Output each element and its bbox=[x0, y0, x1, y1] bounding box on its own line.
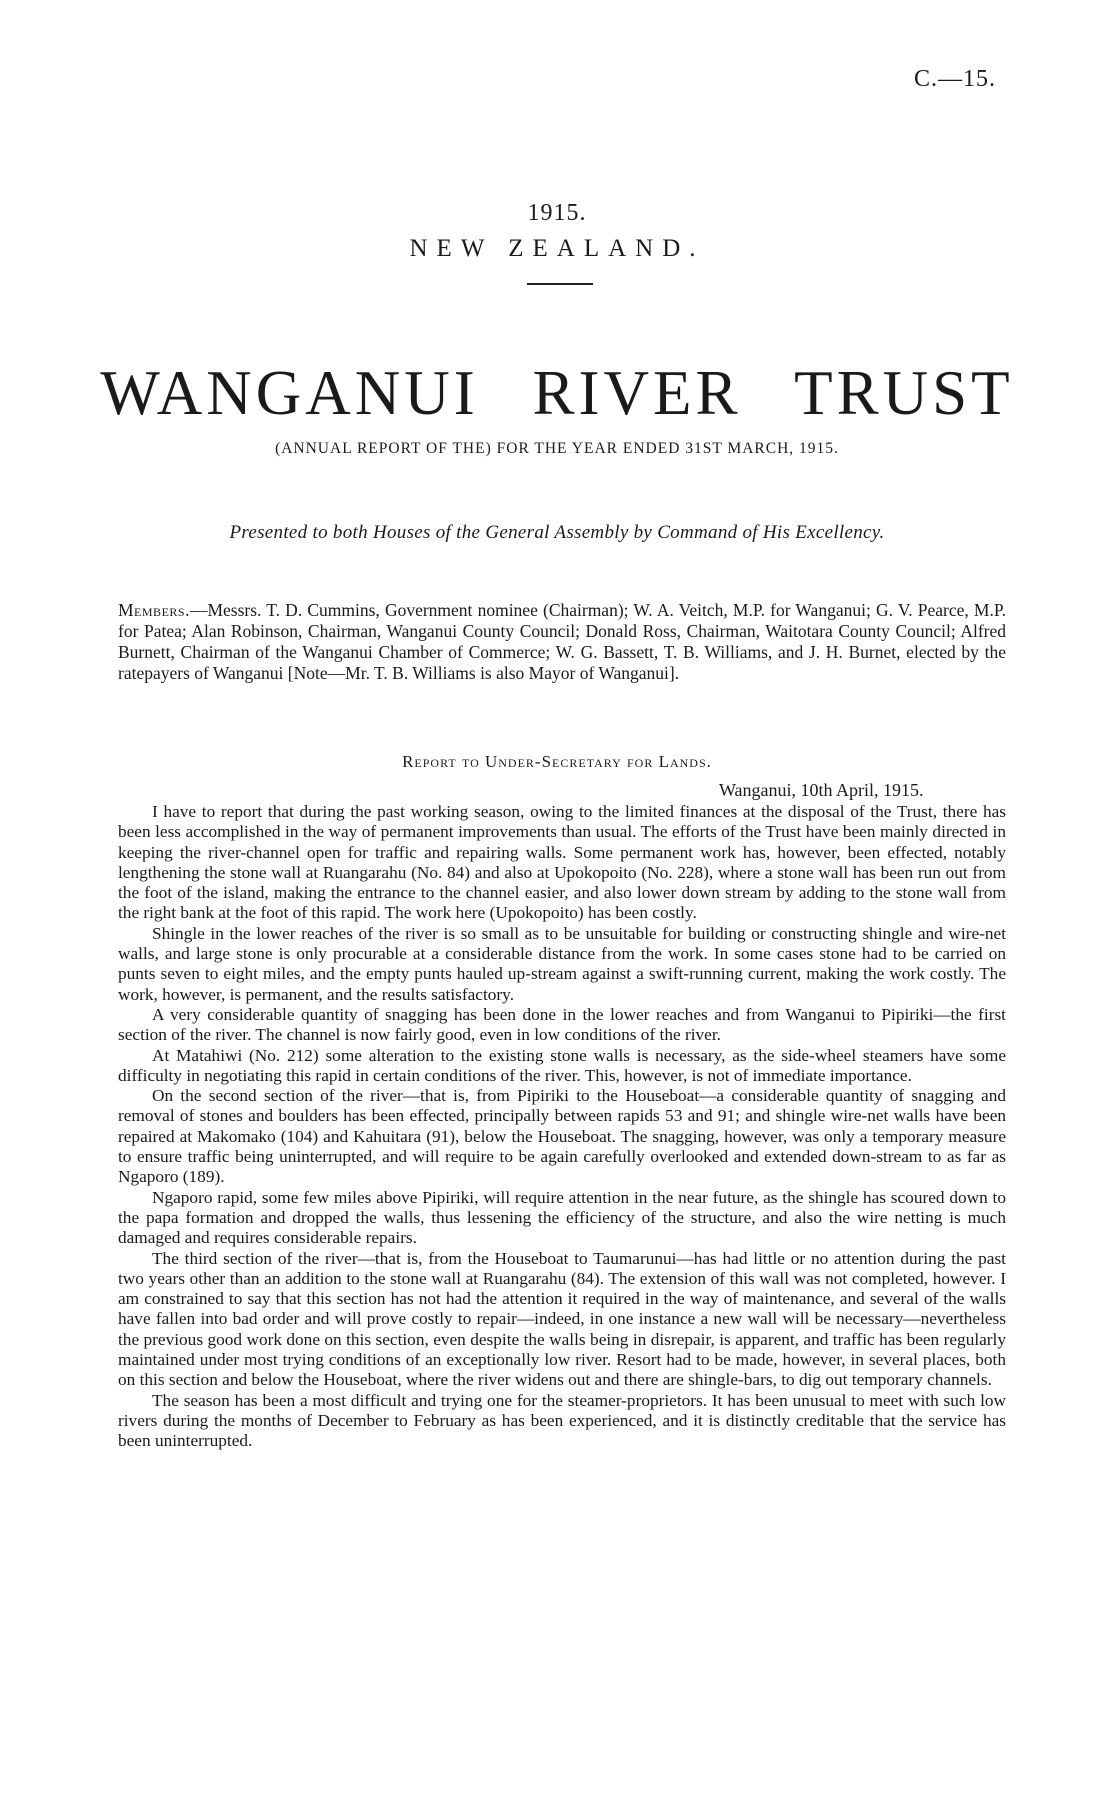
report-paragraph-3: A very considerable quantity of snagging has been done in the lower reaches and from Wanganui to Pipiriki—the first section of the river. The channel is now fairly good, even in low conditions of the river. bbox=[118, 1004, 1006, 1045]
report-paragraph-7: The third section of the river—that is, from the Houseboat to Taumarunui—has had little or no attention during the past two years other than an addition to the stone wall at Ruangarahu (84). The extension of this wall was not completed, however. I am constrained to say that this section has not had the attention it required in the way of maintenance, and several of the walls have fallen into bad order and will prove costly to repair—indeed, in one instance a new wall will be necessary—nevertheless the previous good work done on this section, even despite the walls being in disrepair, is apparent, and traffic has been regularly maintained under most trying conditions of an exceptionally low river. Resort had to be made, however, in several places, both on this section and below the Houseboat, where the river widens out and there are shingle-bars, to dig out temporary channels. bbox=[118, 1248, 1006, 1390]
report-paragraph-6: Ngaporo rapid, some few miles above Pipiriki, will require attention in the near future, as the shingle has scoured down to the papa formation and dropped the walls, thus lessening the efficiency of the structure, and also the wire netting is much damaged and requires considerable repairs. bbox=[118, 1187, 1006, 1248]
year-heading: 1915. bbox=[527, 200, 587, 226]
report-paragraph-1: I have to report that during the past working season, owing to the limited finances at the disposal of the Trust, there has been less accomplished in the way of permanent improvements than usual. The efforts of the Trust have been mainly directed in keeping the river-channel open for traffic and repairing walls. Some permanent work has, however, been effected, notably lengthening the stone wall at Ruangarahu (No. 84) and also at Upokopoito (No. 228), where a stone wall has been run out from the foot of the island, making the entrance to the channel easier, and also lower down stream by adding to the stone wall from the right bank at the foot of this rapid. The work here (Upokopoito) has been costly. bbox=[118, 802, 1006, 923]
document-number: C.—15. bbox=[913, 66, 996, 92]
members-paragraph bbox=[118, 600, 1006, 684]
presented-line: Presented to both Houses of the General Assembly by Command of His Excellency. bbox=[229, 522, 885, 543]
report-heading: Report to Under-Secretary for Lands. bbox=[402, 752, 712, 771]
document-subtitle: (ANNUAL REPORT OF THE) FOR THE YEAR ENDED 31ST MARCH, 1915. bbox=[275, 440, 839, 457]
country-heading: NEW ZEALAND. bbox=[409, 235, 705, 262]
report-paragraph-4: At Matahiwi (No. 212) some alteration to the existing stone walls is necessary, as the side-wheel steamers have some difficulty in negotiating this rapid in certain conditions of the river. This, however, is not of immediate importance. bbox=[118, 1045, 1006, 1085]
report-paragraph-5: On the second section of the river—that is, from Pipiriki to the Houseboat—a considerable quantity of snagging and removal of stones and boulders has been effected, principally between rapids 53 and 91; and shingle wire-net walls have been repaired at Makomako (104) and Kahuitara (91), below the Houseboat. The snagging, however, was only a temporary measure to ensure traffic being uninterrupted, and will require to be again carefully overlooked and extended down-stream to as far as Ngaporo (189). bbox=[118, 1086, 1006, 1187]
report-body bbox=[118, 802, 1006, 1452]
members-label: Members. bbox=[118, 600, 190, 620]
members-text: —Messrs. T. D. Cummins, Government nominee (Chairman); W. A. Veitch, M.P. for Wanganui; G. V. Pearce, M.P. for Patea; Alan Robinson, Chairman, Wanganui County Council; Donald Ross, Chairman, Waitotara County Council; Alfred Burnett, Chairman of the Wanganui Chamber of Commerce; W. G. Bassett, T. B. Williams, and J. H. Burnet, elected by the ratepayers of Wanganui [Note—Mr. T. B. Williams is also Mayor of Wanganui]. bbox=[118, 600, 1006, 683]
heading-divider bbox=[527, 283, 593, 285]
report-place-date: Wanganui, 10th April, 1915. bbox=[719, 780, 924, 800]
document-title: WANGANUI RIVER TRUST bbox=[100, 358, 1014, 428]
report-paragraph-8: The season has been a most difficult and trying one for the steamer-proprietors. It has been unusual to meet with such low rivers during the months of December to February as has been experienced, and it is distinctly creditable that the service has been uninterrupted. bbox=[118, 1390, 1006, 1451]
report-paragraph-2: Shingle in the lower reaches of the river is so small as to be unsuitable for building or constructing shingle and wire-net walls, and large stone is only procurable at a considerable distance from the work. In some cases stone had to be carried on punts seven to eight miles, and the empty punts hauled up-stream against a swift-running current, making the work costly. The work, however, is permanent, and the results satisfactory. bbox=[118, 923, 1006, 1004]
